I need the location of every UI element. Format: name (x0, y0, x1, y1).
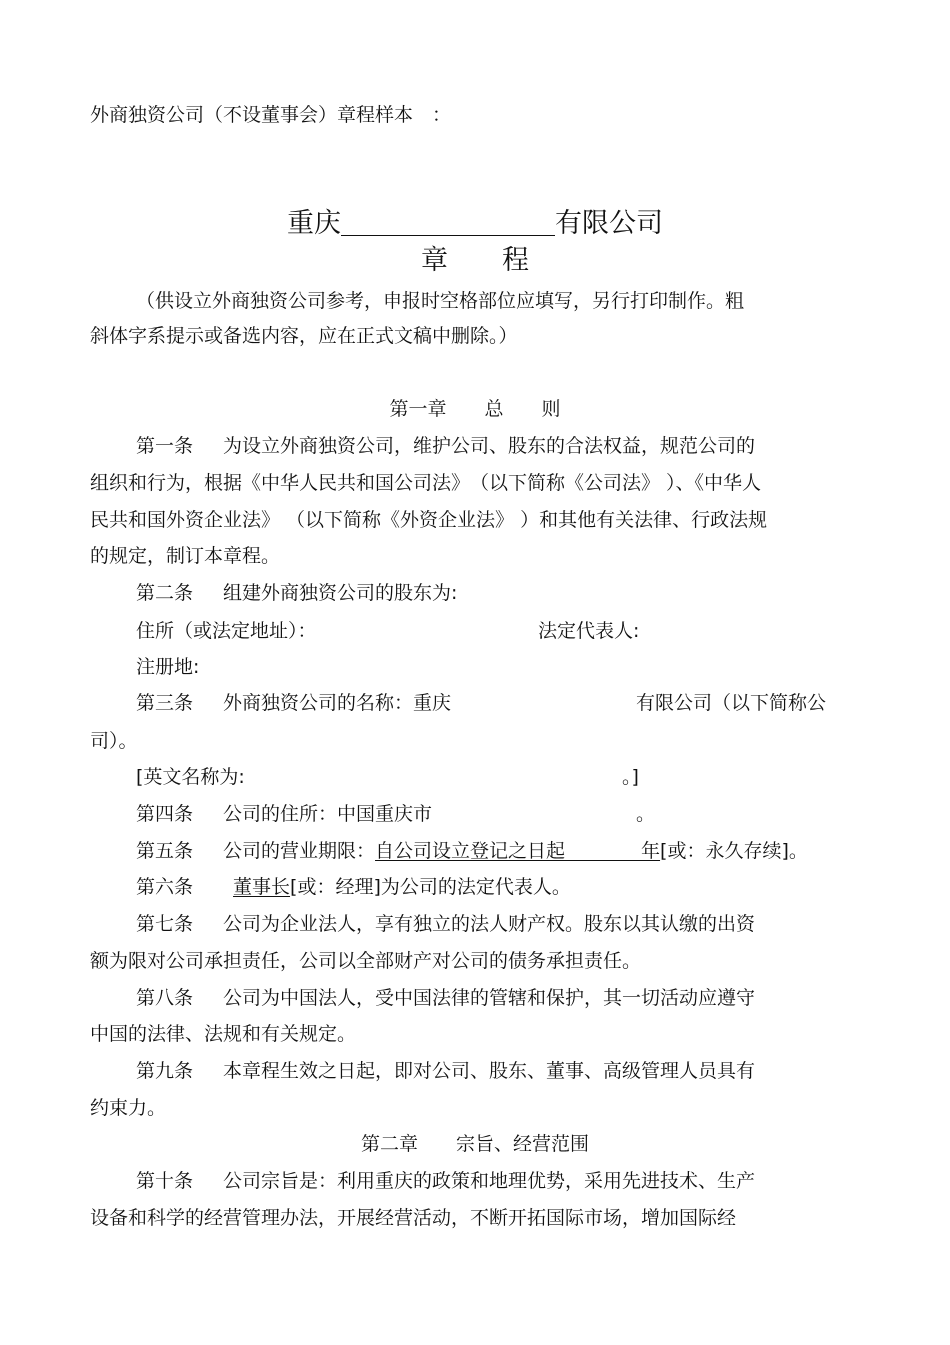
article-10-label: 第十条 (136, 1170, 194, 1192)
chapter-1-heading: 第一章 总 则 (389, 398, 561, 420)
article-3-line-1 (136, 690, 451, 716)
article-6-line (136, 874, 571, 900)
article-8-line-2: 中国的法律、法规和有关规定。 (90, 1023, 357, 1045)
article-4-line (136, 801, 432, 827)
chapter-2-heading: 第二章 宗旨、经营范围 (360, 1133, 589, 1155)
article-7-label: 第七条 (136, 913, 194, 935)
article-4-text: 公司的住所：中国重庆市 (223, 803, 433, 825)
title-charter: 章 程 (421, 245, 529, 276)
article-7-line-2: 额为限对公司承担责任，公司以全部财产对公司的债务承担责任。 (90, 950, 642, 972)
article-1-label: 第一条 (136, 435, 194, 457)
article-2-label: 第二条 (136, 582, 194, 604)
title-suffix: 有限公司 (555, 208, 663, 239)
article-3-label: 第三条 (136, 692, 194, 714)
article-6-text: [或：经理]为公司的法定代表人。 (290, 876, 571, 898)
article-8-label: 第八条 (136, 987, 194, 1009)
article-7-line-1 (136, 911, 755, 937)
article-10-line-1 (136, 1168, 755, 1194)
shareholder-address-label: 住所（或法定地址）： (136, 620, 317, 642)
article-4-tail: 。 (636, 803, 656, 825)
legal-representative-label: 法定代表人: (538, 620, 640, 642)
article-6-label: 第六条 (136, 876, 194, 898)
article-7-text: 公司为企业法人，享有独立的法人财产权。股东以其认缴的出资 (223, 913, 756, 935)
article-3-line-2: 司）。 (90, 730, 138, 752)
article-3-tail: 有限公司（以下简称公 (636, 692, 827, 714)
document-header: 外商独资公司（不设董事会）章程样本 ： (90, 104, 452, 126)
article-9-label: 第九条 (136, 1060, 194, 1082)
article-3-text: 外商独资公司的名称：重庆 (223, 692, 452, 714)
english-name-close: 。] (622, 766, 639, 788)
article-1-line-4: 的规定，制订本章程。 (90, 545, 281, 567)
article-10-line-2: 设备和科学的经营管理办法，开展经营活动，不断开拓国际市场，增加国际经 (90, 1207, 737, 1229)
article-5-line (136, 838, 808, 864)
article-1-text: 为设立外商独资公司，维护公司、股东的合法权益，规范公司的 (223, 435, 756, 457)
article-1-line-1 (136, 433, 755, 459)
article-9-text: 本章程生效之日起，即对公司、股东、董事、高级管理人员具有 (223, 1060, 756, 1082)
article-2-line-1 (136, 580, 457, 606)
title-prefix: 重庆 (287, 208, 341, 239)
article-4-label: 第四条 (136, 803, 194, 825)
article-8-line-1 (136, 985, 755, 1011)
article-1-line-3: 民共和国外资企业法》 （以下简称《外资企业法》 ）和其他有关法律、行政法规 (90, 509, 768, 531)
article-10-text: 公司宗旨是：利用重庆的政策和地理优势，采用先进技术、生产 (223, 1170, 756, 1192)
title-company-line (0, 207, 950, 241)
note-line-1: （供设立外商独资公司参考，申报时空格部位应填写，另行打印制作。粗 (136, 290, 745, 312)
article-5-tail: [或：永久存续]。 (660, 840, 808, 862)
article-9-line-2: 约束力。 (90, 1097, 167, 1119)
article-9-line-1 (136, 1058, 755, 1084)
company-name-blank (341, 211, 555, 236)
registered-place-label: 注册地: (136, 656, 200, 678)
article-5-text: 公司的营业期限： (223, 840, 376, 862)
article-1-line-2: 组织和行为，根据《中华人民共和国公司法》 （以下简称《公司法》 ）、《中华人 (90, 472, 762, 494)
article-6-chairman-underlined: 董事长 (233, 876, 291, 898)
article-5-term-underlined: 自公司设立登记之日起 年 (375, 840, 661, 862)
article-8-text: 公司为中国法人，受中国法律的管辖和保护，其一切活动应遵守 (223, 987, 756, 1009)
note-line-2: 斜体字系提示或备选内容，应在正式文稿中删除。） (90, 325, 518, 347)
article-2-text: 组建外商独资公司的股东为: (223, 582, 458, 604)
article-5-label: 第五条 (136, 840, 194, 862)
english-name-label: [英文名称为: (136, 766, 245, 788)
